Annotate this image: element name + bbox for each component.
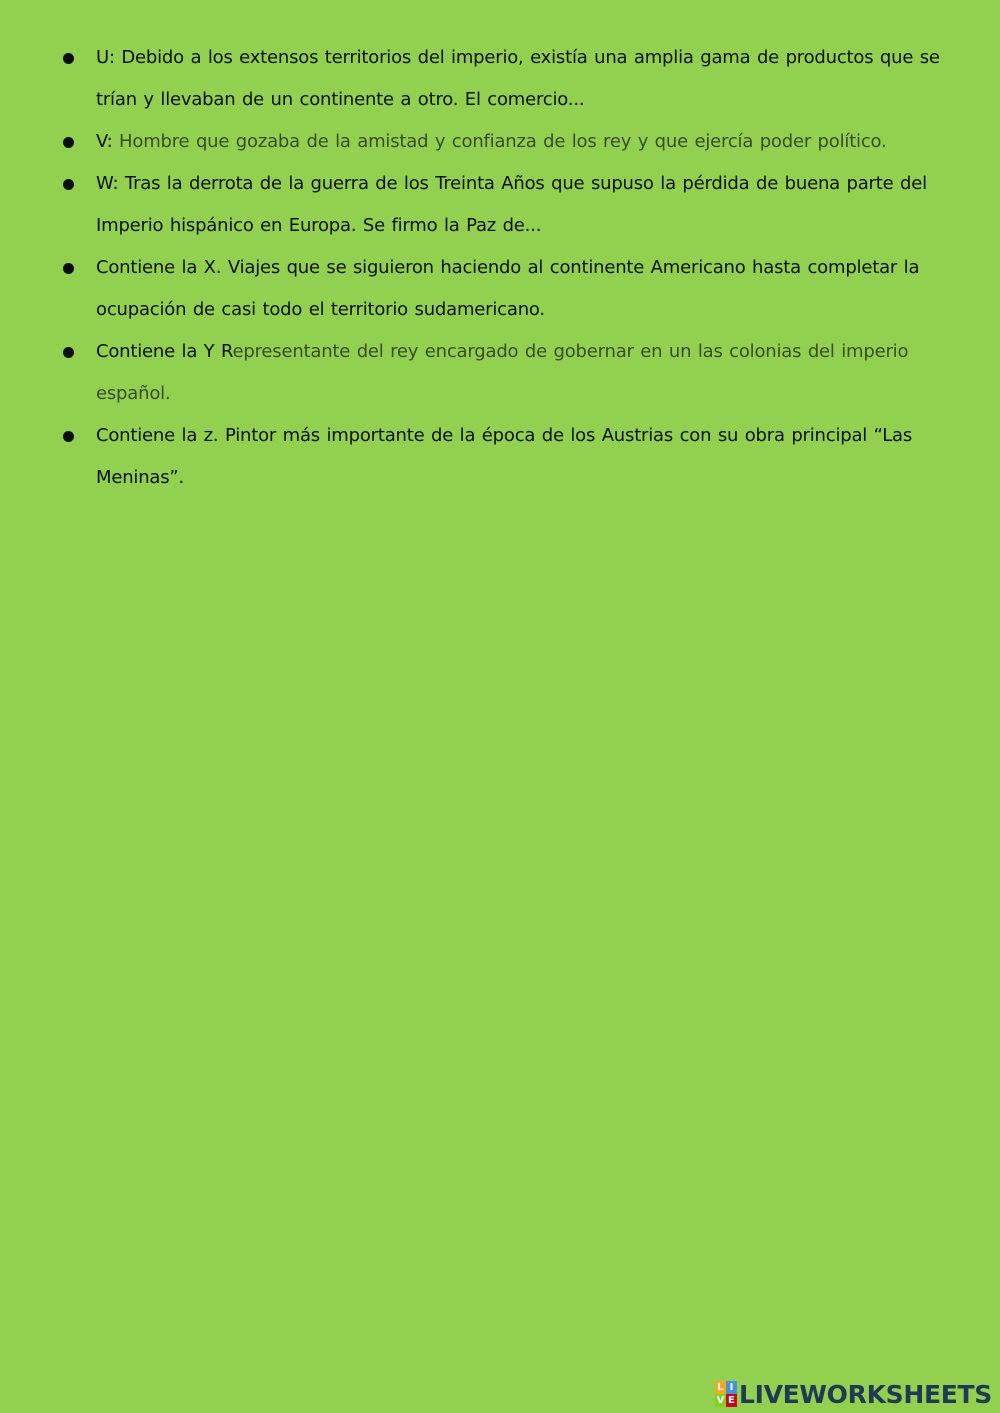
clue-item-z (60, 415, 945, 499)
clue-item-x (60, 247, 945, 331)
logo-mark-icon: L I V E (715, 1381, 737, 1407)
logo-text: LIVEWORKSHEETS (738, 1379, 992, 1409)
liveworksheets-logo[interactable] (715, 1379, 992, 1409)
clue-text: Contiene la X. Viajes que se siguieron haciendo al continente Americano hasta completar la ocupación de casi todo el territorio sudamericano. (96, 257, 920, 320)
clue-text: epresentante del rey encargado de gobernar en un las colonias del imperio español. (96, 341, 909, 404)
bullet-icon (63, 179, 74, 190)
bullet-icon (63, 137, 74, 148)
bullet-icon (63, 347, 74, 358)
bullet-icon (63, 263, 74, 274)
clue-item-v (60, 121, 945, 163)
bullet-icon (63, 431, 74, 442)
clue-lead: Contiene la Y R (96, 341, 233, 362)
clue-lead: V: (96, 131, 120, 152)
clue-text: Hombre que gozaba de la amistad y confianza de los rey y que ejercía poder político. (119, 131, 887, 152)
clue-text: W: Tras la derrota de la guerra de los Treinta Años que supuso la pérdida de buena parte del Imperio hispánico en Europa. Se firmo la Paz de... (96, 173, 927, 236)
clue-list (60, 37, 945, 499)
clue-item-u (60, 37, 945, 121)
clue-item-w (60, 163, 945, 247)
clue-text: Contiene la z. Pintor más importante de la época de los Austrias con su obra principal “Las Meninas”. (96, 425, 913, 488)
bullet-icon (63, 53, 74, 64)
clue-text: U: Debido a los extensos territorios del imperio, existía una amplia gama de productos que se trían y llevaban de un continente a otro. El comercio... (96, 47, 940, 110)
clue-item-y (60, 331, 945, 415)
